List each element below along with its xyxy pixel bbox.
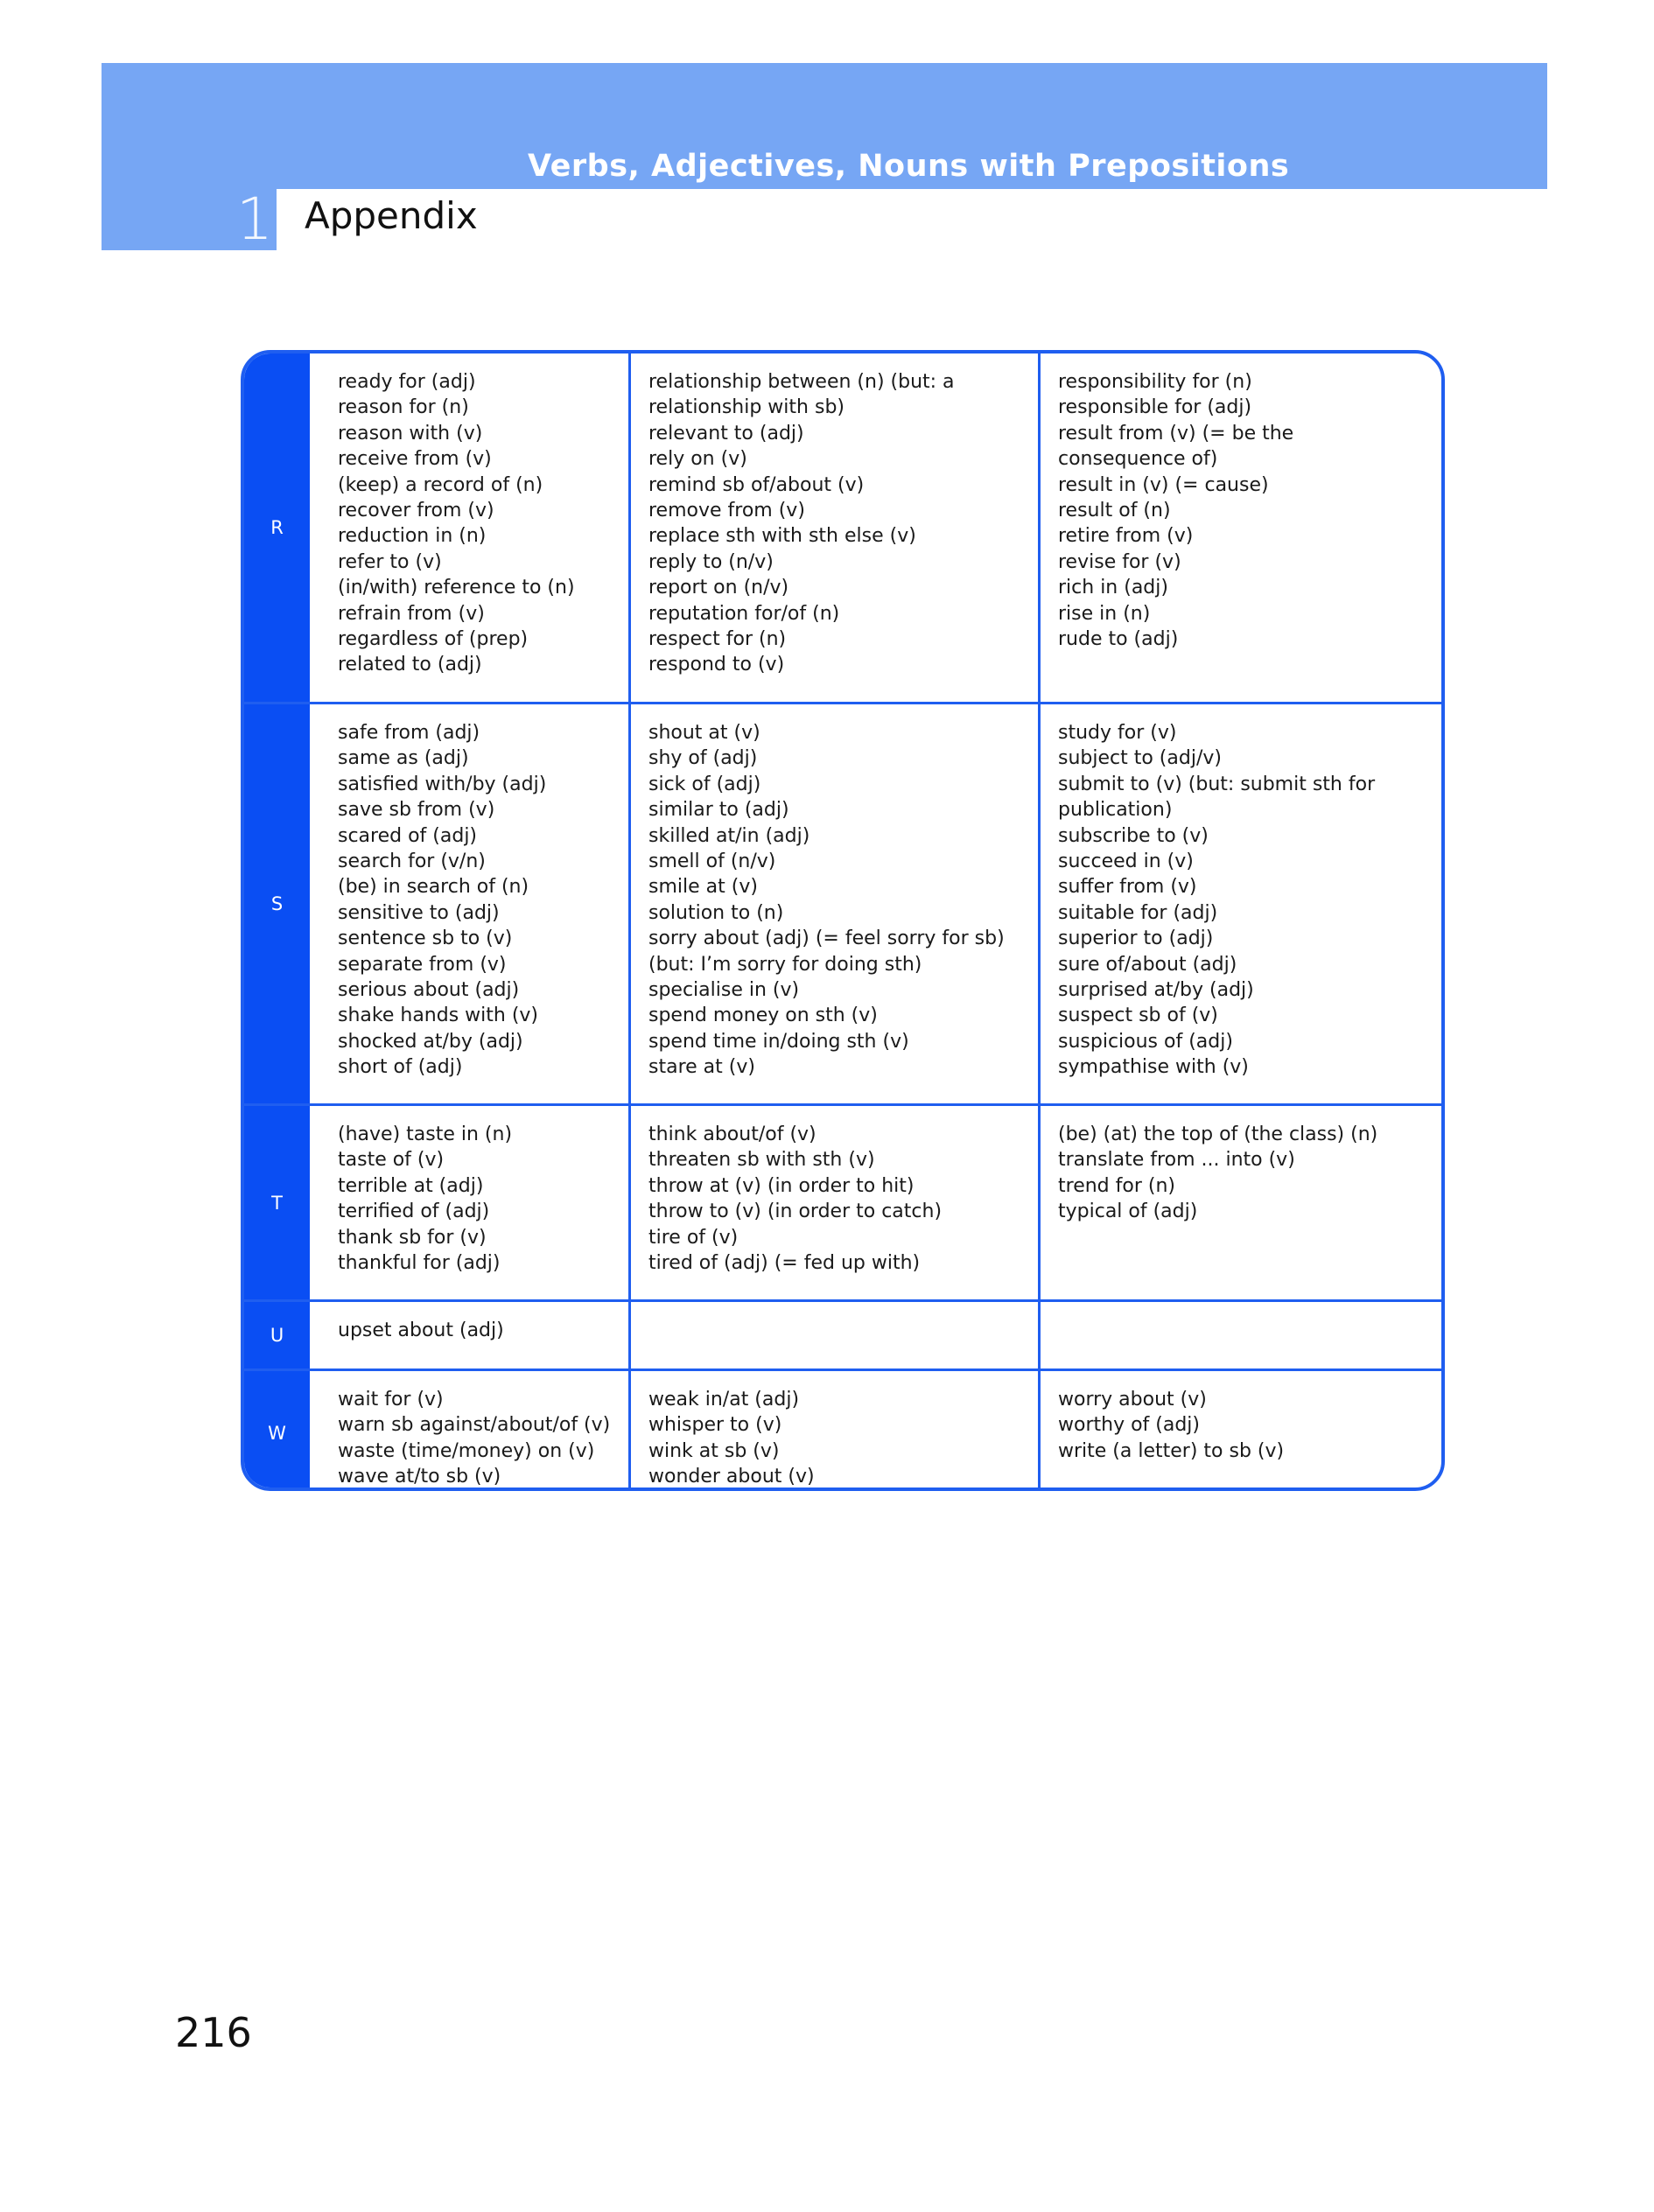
- table-cell: [310, 354, 631, 702]
- list-item: reply to (n/v): [648, 550, 774, 573]
- list-item: warn sb against/about/of (v): [338, 1414, 611, 1437]
- list-item: scared of (adj): [338, 824, 478, 847]
- list-item: shake hands with (v): [338, 1004, 539, 1027]
- list-item: spend money on sth (v): [648, 1004, 878, 1027]
- list-item: responsibility for (n): [1058, 371, 1252, 393]
- list-item: result of (n): [1058, 500, 1171, 522]
- list-item: typical of (adj): [1058, 1200, 1198, 1223]
- list-item: remind sb of/about (v): [648, 473, 865, 496]
- list-item: threaten sb with sth (v): [648, 1149, 875, 1172]
- list-item: smile at (v): [648, 876, 758, 899]
- list-item: result from (v) (= be the: [1058, 422, 1294, 444]
- list-item: wink at sb (v): [648, 1439, 780, 1462]
- list-item: search for (v/n): [338, 850, 486, 873]
- list-item: (keep) a record of (n): [338, 473, 543, 496]
- table-cell: [631, 354, 1041, 702]
- table-cell: [310, 1371, 631, 1491]
- list-item: solution to (n): [648, 901, 784, 924]
- list-item: worthy of (adj): [1058, 1414, 1201, 1437]
- list-item: ready for (adj): [338, 371, 476, 393]
- list-item: write (a letter) to sb (v): [1058, 1439, 1285, 1462]
- list-item: same as (adj): [338, 747, 469, 770]
- list-item: thank sb for (v): [338, 1226, 487, 1249]
- list-item: relationship with sb): [648, 396, 845, 419]
- list-item: reduction in (n): [338, 525, 487, 548]
- list-item: study for (v): [1058, 722, 1177, 744]
- list-item: submit to (v) (but: submit sth for: [1058, 773, 1376, 795]
- list-item: separate from (v): [338, 953, 507, 976]
- appendix-number: 1: [236, 186, 273, 253]
- list-item: respect for (n): [648, 628, 787, 651]
- list-item: whisper to (v): [648, 1414, 782, 1437]
- list-item: wonder about (v): [648, 1466, 815, 1488]
- list-item: (be) in search of (n): [338, 876, 529, 899]
- list-item: safe from (adj): [338, 722, 480, 744]
- list-item: sensitive to (adj): [338, 901, 500, 924]
- list-item: replace sth with sth else (v): [648, 525, 916, 548]
- list-item: rely on (v): [648, 448, 747, 471]
- list-item: suffer from (v): [1058, 876, 1197, 899]
- table-row: [244, 1302, 1441, 1371]
- table-cell: [1041, 1371, 1441, 1491]
- list-item: wait for (v): [338, 1389, 444, 1410]
- list-item: related to (adj): [338, 654, 482, 676]
- list-item: publication): [1058, 799, 1173, 822]
- list-item: skilled at/in (adj): [648, 824, 810, 847]
- list-item: weak in/at (adj): [648, 1389, 800, 1410]
- table-row: [244, 1371, 1441, 1491]
- list-item: retire from (v): [1058, 525, 1194, 548]
- table-cell: [310, 1302, 631, 1368]
- list-item: relationship between (n) (but: a: [648, 371, 955, 393]
- list-item: (have) taste in (n): [338, 1124, 513, 1145]
- list-item: stare at (v): [648, 1056, 755, 1079]
- list-item: translate from ... into (v): [1058, 1149, 1295, 1172]
- list-item: upset about (adj): [338, 1320, 504, 1341]
- list-item: throw to (v) (in order to catch): [648, 1200, 943, 1223]
- list-item: wave at/to sb (v): [338, 1466, 501, 1488]
- list-item: superior to (adj): [1058, 928, 1214, 950]
- table-cell: [1041, 704, 1441, 1103]
- list-item: think about/of (v): [648, 1124, 816, 1145]
- row-letter: U: [244, 1302, 310, 1368]
- list-item: waste (time/money) on (v): [338, 1439, 595, 1462]
- list-item: smell of (n/v): [648, 850, 776, 873]
- list-item: serious about (adj): [338, 979, 520, 1002]
- table-cell: [631, 1371, 1041, 1491]
- table-cell: [631, 1106, 1041, 1299]
- list-item: short of (adj): [338, 1056, 463, 1079]
- list-item: reason with (v): [338, 422, 483, 444]
- list-item: sentence sb to (v): [338, 928, 513, 950]
- list-item: rich in (adj): [1058, 577, 1168, 599]
- list-item: save sb from (v): [338, 799, 495, 822]
- table-cell: [310, 1106, 631, 1299]
- table-cell: [310, 704, 631, 1103]
- list-item: sick of (adj): [648, 773, 761, 795]
- list-item: taste of (v): [338, 1149, 445, 1172]
- list-item: rise in (n): [1058, 602, 1151, 625]
- table-cell: [631, 1302, 1041, 1368]
- preposition-table: [241, 350, 1445, 1491]
- list-item: tire of (v): [648, 1226, 739, 1249]
- list-item: reputation for/of (n): [648, 602, 840, 625]
- row-letter: S: [244, 704, 310, 1103]
- list-item: succeed in (v): [1058, 850, 1194, 873]
- list-item: trend for (n): [1058, 1174, 1175, 1197]
- list-item: refer to (v): [338, 550, 442, 573]
- list-item: (be) (at) the top of (the class) (n): [1058, 1124, 1378, 1145]
- list-item: receive from (v): [338, 448, 492, 471]
- appendix-label: Appendix: [305, 194, 478, 237]
- table-cell: [1041, 1302, 1441, 1368]
- list-item: satisfied with/by (adj): [338, 773, 547, 795]
- list-item: reason for (n): [338, 396, 469, 419]
- table-row: [244, 704, 1441, 1106]
- table-cell: [1041, 354, 1441, 702]
- list-item: shy of (adj): [648, 747, 758, 770]
- table-row: [244, 354, 1441, 704]
- list-item: similar to (adj): [648, 799, 789, 822]
- table-row: [244, 1106, 1441, 1302]
- list-item: sure of/about (adj): [1058, 953, 1237, 976]
- list-item: revise for (v): [1058, 550, 1181, 573]
- list-item: subscribe to (v): [1058, 824, 1209, 847]
- list-item: recover from (v): [338, 500, 494, 522]
- list-item: suitable for (adj): [1058, 901, 1218, 924]
- page-number: 216: [175, 2009, 252, 2056]
- list-item: suspicious of (adj): [1058, 1030, 1233, 1053]
- list-item: specialise in (v): [648, 979, 800, 1002]
- list-item: shocked at/by (adj): [338, 1030, 523, 1053]
- list-item: throw at (v) (in order to hit): [648, 1174, 915, 1197]
- row-letter: T: [244, 1106, 310, 1299]
- list-item: terrified of (adj): [338, 1200, 490, 1223]
- list-item: worry about (v): [1058, 1389, 1207, 1410]
- list-item: terrible at (adj): [338, 1174, 484, 1197]
- list-item: shout at (v): [648, 722, 760, 744]
- header-title: Verbs, Adjectives, Nouns with Prepositions: [528, 149, 1290, 184]
- list-item: result in (v) (= cause): [1058, 473, 1269, 496]
- list-item: tired of (adj) (= fed up with): [648, 1252, 921, 1275]
- list-item: (in/with) reference to (n): [338, 577, 575, 599]
- list-item: surprised at/by (adj): [1058, 979, 1254, 1002]
- list-item: subject to (adj/v): [1058, 747, 1222, 770]
- list-item: thankful for (adj): [338, 1252, 501, 1275]
- list-item: refrain from (v): [338, 602, 485, 625]
- list-item: sorry about (adj) (= feel sorry for sb): [648, 928, 1005, 950]
- list-item: consequence of): [1058, 448, 1218, 471]
- row-letter: R: [244, 354, 310, 702]
- list-item: respond to (v): [648, 654, 785, 676]
- list-item: suspect sb of (v): [1058, 1004, 1218, 1027]
- list-item: regardless of (prep): [338, 628, 529, 651]
- list-item: spend time in/doing sth (v): [648, 1030, 909, 1053]
- list-item: (but: I’m sorry for doing sth): [648, 953, 922, 976]
- list-item: remove from (v): [648, 500, 805, 522]
- list-item: relevant to (adj): [648, 422, 804, 444]
- list-item: sympathise with (v): [1058, 1056, 1249, 1079]
- table-cell: [631, 704, 1041, 1103]
- row-letter: W: [244, 1371, 310, 1491]
- list-item: rude to (adj): [1058, 628, 1179, 651]
- list-item: responsible for (adj): [1058, 396, 1252, 419]
- table-cell: [1041, 1106, 1441, 1299]
- list-item: report on (n/v): [648, 577, 789, 599]
